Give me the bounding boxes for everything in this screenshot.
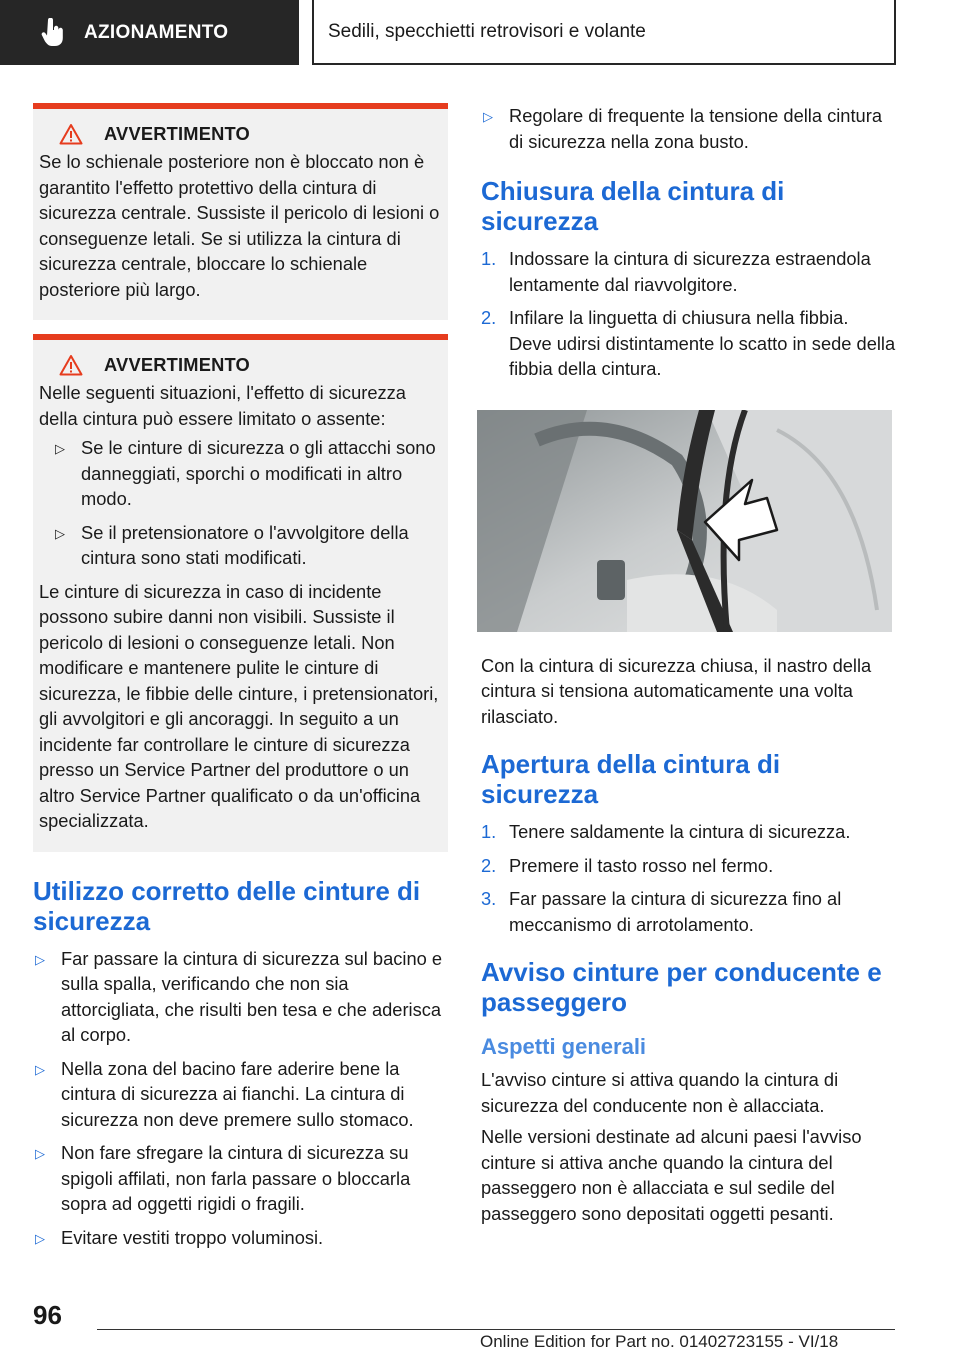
warning-header bbox=[39, 123, 442, 145]
list-item: 1. Indossare la cintura di sicurezza estraendola lentamente dal riavvolgitore. bbox=[481, 248, 871, 295]
list-item: ▷ Nella zona del bacino fare aderire bene la cintura di sicurezza ai fianchi. La cintura di sicurezza non deve premere sullo stomaco. bbox=[35, 1057, 414, 1130]
warning-triangle-icon bbox=[59, 123, 83, 145]
correct-use-list bbox=[33, 946, 448, 1251]
right-column bbox=[481, 103, 896, 1232]
seatbelt-buckle-photo bbox=[477, 410, 892, 632]
list-item: ▷ Regolare di frequente la tensione della cintura di sicurezza nella zona busto. bbox=[483, 105, 882, 152]
list-item: 1. Tenere saldamente la cintura di sicurezza. bbox=[481, 821, 851, 842]
warning-text: Le cinture di sicurezza in caso di incidente possono subire danni non visibili. Sussiste il pericolo di lesioni o conseguenze letali. Non modificare e mantenere pulite le cinture di sicurezza, le fibbie delle cinture, i pretensionatori, gli avvolgitori e gli ancoraggi. In seguito a un incidente far controllare le cinture di sicurezza presso un Service Partner del produttore o un altro Service Partner qualificato o da un'officina specializzata. bbox=[39, 580, 439, 831]
reminder-paragraph-1: L'avviso cinture si attiva quando la cintura di sicurezza del conducente non è allacciata. bbox=[481, 1069, 839, 1116]
list-item: ▷ Non fare sfregare la cintura di sicurezza su spigoli affilati, non farla passare o bloccarla sopra ad oggetti rigidi o fragili. bbox=[35, 1142, 411, 1214]
unfasten-steps bbox=[481, 819, 896, 937]
warning-header bbox=[39, 354, 442, 376]
hand-pointer-icon bbox=[40, 18, 66, 48]
warning-box-1 bbox=[33, 103, 448, 320]
warning-title: AVVERTIMENTO bbox=[104, 123, 250, 144]
heading-fasten-belt: Chiusura della cintura di sicurezza bbox=[481, 176, 785, 236]
triangle-bullet-icon: ▷ bbox=[55, 441, 65, 456]
heading-unfasten-belt: Apertura della cintura di sicurezza bbox=[481, 749, 781, 809]
warning-intro: Nelle seguenti situazioni, l'effetto di sicurezza della cintura può essere limitato o assente: bbox=[39, 382, 406, 429]
list-item: 2. Premere il tasto rosso nel fermo. bbox=[481, 854, 774, 876]
warning-title: AVVERTIMENTO bbox=[104, 354, 250, 375]
section-title: AZIONAMENTO bbox=[84, 21, 229, 43]
list-item: 2. Infilare la linguetta di chiusura nella fibbia. Deve udirsi distintamente lo scatto in sede della fibbia della cintura. bbox=[481, 307, 896, 379]
warning-list bbox=[39, 435, 442, 571]
warning-box-2 bbox=[33, 334, 448, 852]
triangle-bullet-icon: ▷ bbox=[35, 1061, 45, 1077]
heading-belt-reminder: Avviso cinture per conducente e passeggero bbox=[481, 957, 882, 1017]
triangle-bullet-icon: ▷ bbox=[55, 525, 65, 541]
fasten-steps bbox=[481, 246, 896, 382]
list-item: ▷ Evitare vestiti troppo voluminosi. bbox=[33, 1225, 448, 1251]
warning-triangle-icon bbox=[59, 354, 83, 376]
subheading-general: Aspetti generali bbox=[481, 1034, 647, 1059]
triangle-bullet-icon: ▷ bbox=[35, 951, 45, 967]
reminder-paragraph-2: Nelle versioni destinate ad alcuni paesi l'avviso cinture si attiva anche quando la cintura del passeggero non è allacciata e sul sedile del passeggero sono depositati oggetti pesanti. bbox=[481, 1126, 862, 1224]
triangle-bullet-icon: ▷ bbox=[35, 1230, 45, 1246]
list-item: 3. Far passare la cintura di sicurezza fino al meccanismo di arrotolamento. bbox=[481, 888, 842, 935]
footer-divider bbox=[97, 1329, 895, 1330]
list-item: ▷ Far passare la cintura di sicurezza sul bacino e sulla spalla, verificando che non sia attorcigliata, che risulti ben tesa e che aderisca al corpo. bbox=[35, 947, 443, 1045]
header-chapter-tab bbox=[312, 0, 896, 65]
heading-correct-use: Utilizzo corretto delle cinture di sicurezza bbox=[33, 875, 421, 936]
chapter-title: Sedili, specchietti retrovisori e volante bbox=[328, 20, 646, 42]
header-section-tab bbox=[0, 0, 299, 65]
warning-text: Se lo schienale posteriore non è bloccato non è garantito l'effetto protettivo della cintura di sicurezza centrale. Sussiste il pericolo di lesioni o conseguenze letali. Se si utilizza la cintura di sicurezza centrale, bloccare lo schienale posteriore più largo. bbox=[39, 151, 440, 300]
triangle-bullet-icon: ▷ bbox=[483, 109, 493, 124]
triangle-bullet-icon: ▷ bbox=[35, 1146, 45, 1161]
list-item: ▷ Se le cinture di sicurezza o gli attacchi sono danneggiati, sporchi o modificati in altro modo. bbox=[55, 437, 436, 509]
footer-edition: Online Edition for Part no. 01402723155 - VI/18 bbox=[480, 1332, 839, 1351]
correct-use-list-continued bbox=[481, 103, 896, 154]
list-item: ▷ Se il pretensionatore o l'avvolgitore della cintura sono stati modificati. bbox=[55, 521, 409, 568]
left-column bbox=[33, 103, 448, 1258]
page-number: 96 bbox=[33, 1300, 62, 1330]
fasten-note: Con la cintura di sicurezza chiusa, il nastro della cintura si tensiona automaticamente una volta rilasciato. bbox=[481, 654, 872, 727]
